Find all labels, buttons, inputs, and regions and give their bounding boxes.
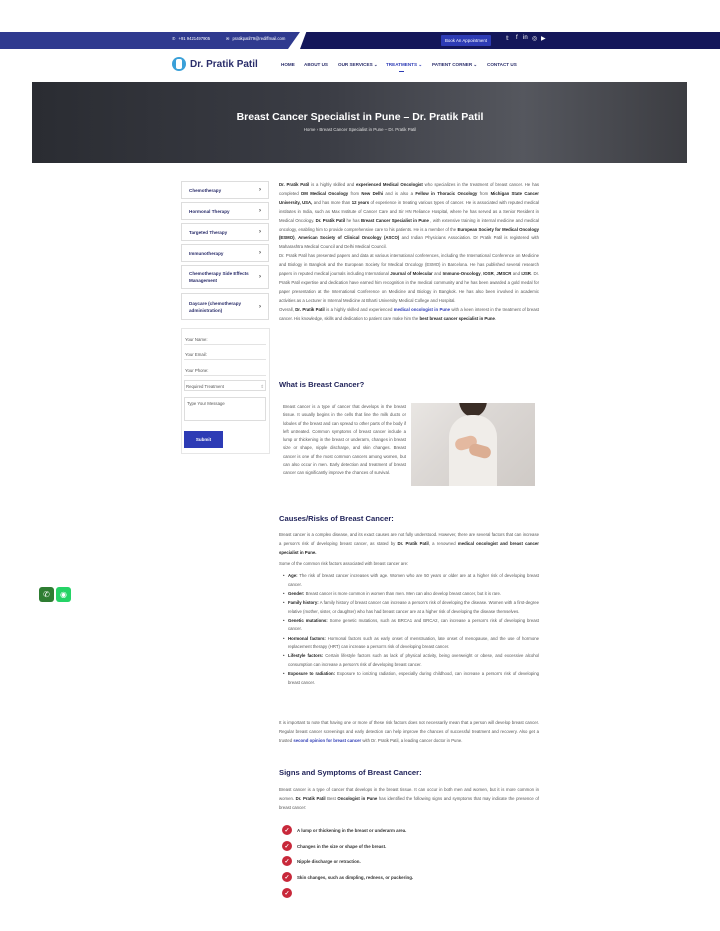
treatment-select-value: Required Treatment [186, 384, 224, 389]
mail-icon: ✉ [226, 36, 230, 41]
chevron-right-icon: › [259, 303, 261, 310]
message-textarea[interactable]: Type Your Message [184, 397, 266, 421]
check-icon: ✓ [282, 825, 292, 835]
sidebar-item-label: Immunotherapy [189, 250, 224, 256]
email-text: pratikpatil79@rediffmail.com [232, 36, 286, 41]
chevron-right-icon: › [259, 250, 261, 256]
top-bar [0, 32, 720, 49]
book-appointment-button[interactable]: Book An Appointment [441, 35, 491, 46]
sidebar-item-label: Daycare (chemotherapy administration) [189, 300, 242, 313]
chevron-right-icon: › [259, 208, 261, 214]
phone-field[interactable]: Your Phone: [184, 365, 266, 376]
sidebar-item-immunotherapy[interactable] [181, 244, 269, 262]
sidebar-item-side-effects[interactable] [181, 265, 269, 289]
oncologist-link[interactable]: medical oncologist in Pune [393, 306, 450, 312]
symptom-item: ✓ A lump or thickening in the breast or underarm area. [282, 825, 406, 835]
heading-what-is-breast-cancer: What is Breast Cancer? [279, 380, 365, 389]
nav-our-services[interactable]: OUR SERVICES ⌄ [338, 62, 378, 67]
nav-home[interactable]: HOME [281, 62, 295, 67]
sidebar-item-label: Hormonal Therapy [189, 208, 230, 214]
sidebar-item-label: Chemotherapy Side Effects Management [189, 271, 249, 283]
symptom-item [282, 888, 297, 898]
sidebar-item-targeted-therapy[interactable] [181, 223, 269, 241]
twitter-icon[interactable]: 𝕥 [506, 36, 509, 42]
intro-section [279, 181, 539, 324]
top-bar-action-area [300, 32, 720, 49]
list-item: • Age: The risk of breast cancer increases with age. Women who are 50 years or older are at a higher risk of developing breast cancer. [283, 572, 539, 589]
heading-signs: Signs and Symptoms of Breast Cancer: [279, 768, 422, 777]
name-field[interactable]: Your Name: [184, 334, 266, 345]
email-field[interactable]: Your Email: [184, 349, 266, 360]
select-arrow-icon: ⇕ [260, 384, 264, 389]
phone-link[interactable] [172, 36, 210, 41]
list-item: • Hormonal factors: Hormonal factors such as early onset of menstruation, late onset of menopause, and the use of hormone replacement therapy (HRT) can increase a person's risk of developing breast cancer. [283, 635, 539, 652]
symptom-item: ✓ Skin changes, such as dimpling, redness, or puckering. [282, 872, 413, 882]
sidebar-item-label: Targeted Therapy [189, 229, 228, 235]
second-opinion-link[interactable]: second opinion for breast cancer [293, 737, 362, 743]
risk-outro: It is important to note that having one or more of these risk factors does not necessarily mean that a person will develop breast cancer. Regular breast cancer screenings and early detection can help improve the chances of successful treatment and recovery. Also get a trusted second opinion for breast cancer with Dr. Pratik Patil, a leading cancer doctor in Pune. [279, 720, 539, 743]
heading-causes: Causes/Risks of Breast Cancer: [279, 514, 394, 523]
sidebar-item-label: Chemotherapy [189, 187, 222, 193]
breadcrumb[interactable]: Home › Breast Cancer Specialist in Pune – Dr. Pratik Patil [303, 127, 417, 132]
list-item: • Lifestyle factors: Certain lifestyle factors such as lack of physical activity, being overweight or obese, and excessive alcohol consumption can increase a person's risk of developing breast cancer. [283, 652, 539, 669]
sidebar-item-daycare[interactable] [181, 293, 269, 320]
call-icon[interactable]: ✆ [39, 587, 54, 602]
causes-paragraph: Breast cancer is a complex disease, and its exact causes are not fully understood. However, there are several factors that can increase a person's risk of developing breast cancer, as stated by Dr. Pratik Patil, a renowned medical oncologist and breast cancer specialist in Pune. [279, 532, 539, 555]
list-item: • Genetic mutations: Some genetic mutations, such as BRCA1 and BRCA2, can increase a person's risk of developing breast cancer. [283, 617, 539, 634]
breast-cancer-photo [411, 403, 535, 486]
check-icon: ✓ [282, 872, 292, 882]
email-link[interactable] [226, 36, 285, 41]
nav-patient-corner[interactable]: PATIENT CORNER ⌄ [432, 62, 478, 67]
risk-factor-list [283, 572, 539, 688]
chevron-right-icon: › [259, 187, 261, 193]
check-icon: ✓ [282, 841, 292, 851]
nav-treatments[interactable]: TREATMENTS ⌄ [386, 62, 423, 67]
intro-paragraph-2: Dr. Pratik Patil has presented papers and data at various international conferences, including the International Conference on Medicine and Biology in Bangkok and the European Society for Medical Oncology (ESMO) in Barcelona. He has published several research papers in reputed medical journals including International Journal of Molecular and Immuno-Oncology, IOSR, JMSCR and IJSR. Dr. Pratik Patil expertise and dedication have earned him recognition in the medical community and he has been awarded a gold medal for paper presentation at the International Conference on Medicine and Biology in Bangkok. He has also been involved in academic activities as a Lecturer in Internal Medicine at Bharti University Medical College and Hospital. [279, 253, 539, 303]
phone-icon: ✆ [172, 36, 176, 41]
page-title: Breast Cancer Specialist in Pune – Dr. Pratik Patil [236, 111, 484, 123]
list-item: • Gender: Breast cancer is more common in women than men. Men can also develop breast cancer, but it is rare. [283, 590, 539, 599]
causes-intro: Some of the common risk factors associated with breast cancer are: [279, 561, 409, 566]
nav-about-us[interactable]: ABOUT US [304, 62, 328, 67]
phone-text: +91 9421497905 [178, 36, 211, 41]
linkedin-icon[interactable]: in [523, 35, 528, 41]
treatment-select[interactable] [184, 380, 266, 391]
logo-icon [172, 57, 186, 71]
check-icon: ✓ [282, 888, 292, 898]
youtube-icon[interactable]: ▶ [541, 36, 546, 42]
what-is-text: Breast cancer is a type of cancer that develops in the breast tissue. It usually begins in the cells that line the milk ducts or lobules of the breast and can spread to other parts of the body if left untreated. Common symptoms of breast cancer include a lump or thickening in the breast or underarm, changes in breast size or shape, nipple discharge, and skin changes. Breast cancer is one of the most common cancers among women, but can also occur in men. Early detection and treatment of breast cancer can significantly improve the chances of survival. [283, 404, 406, 476]
signs-paragraph: Breast cancer is a type of cancer that develops in the breast tissue. It can occur in both men and women, but it is more common in women. Dr. Pratik Patil Best Oncologist in Pune has identified the following signs and symptoms that may indicate the presence of breast cancer: [279, 787, 539, 810]
chevron-right-icon: › [259, 229, 261, 235]
list-item: • Family history: A family history of breast cancer can increase a person's risk of developing the disease. Women with a first-degree relative (mother, sister, or daughter) who has had breast cancer are at a higher risk of developing the disease themselves. [283, 599, 539, 616]
whatsapp-icon[interactable]: ◉ [56, 587, 71, 602]
floating-contact-buttons [39, 587, 71, 602]
symptom-item: ✓ Nipple discharge or retraction. [282, 856, 361, 866]
intro-paragraph-1: Dr. Pratik Patil is a highly skilled and experienced Medical Oncologist who specializes in the treatment of breast cancer. He has completed DM Medical Oncology from New Delhi and is also a Fellow in Thoracic Oncology from Michigan State Cancer University, USA, and has more than 12 years of experience in treating various types of cancer. He is associated with reputed medical institutes in India, such as Max Institute of Cancer Care and Sir HN Reliance Hospital, where he has served as a Senior Resident in Medical Oncology. Dr. Pratik Patil he has Breast Cancer Specialist in Pune , with extensive training in internal medicine and medical oncology, enabling him to provide comprehensive care to his patients. He is a member of the European Society for Medical Oncology (ESMO), American Society of Clinical Oncology (ASCO) and Indian Physicians Association. Dr Pratik Patil is registered with Maharashtra Medical Council and Delhi Medical Council. [279, 182, 540, 250]
facebook-icon[interactable]: f [516, 35, 518, 41]
submit-button[interactable]: Submit [184, 431, 223, 448]
check-icon: ✓ [282, 856, 292, 866]
sidebar-item-chemotherapy[interactable] [181, 181, 269, 199]
intro-paragraph-3: Overall, Dr. Pratik Patil is a highly skilled and experienced medical oncologist in Pune with a keen interest in the treatment of breast cancer. His knowledge, skills and dedication to patient care make him the best breast cancer specialist in Pune. [279, 306, 539, 321]
chevron-right-icon: › [259, 274, 261, 280]
logo-text: Dr. Pratik Patil [190, 58, 258, 70]
symptom-item: ✓ Changes in the size or shape of the breast. [282, 841, 386, 851]
site-logo[interactable] [172, 57, 258, 71]
sidebar-item-hormonal-therapy[interactable] [181, 202, 269, 220]
instagram-icon[interactable]: ◎ [532, 36, 538, 42]
list-item: • Exposure to radiation: Exposure to ionizing radiation, especially during childhood, can increase a person's risk of developing breast cancer. [283, 670, 539, 687]
nav-contact-us[interactable]: CONTACT US [487, 62, 517, 67]
